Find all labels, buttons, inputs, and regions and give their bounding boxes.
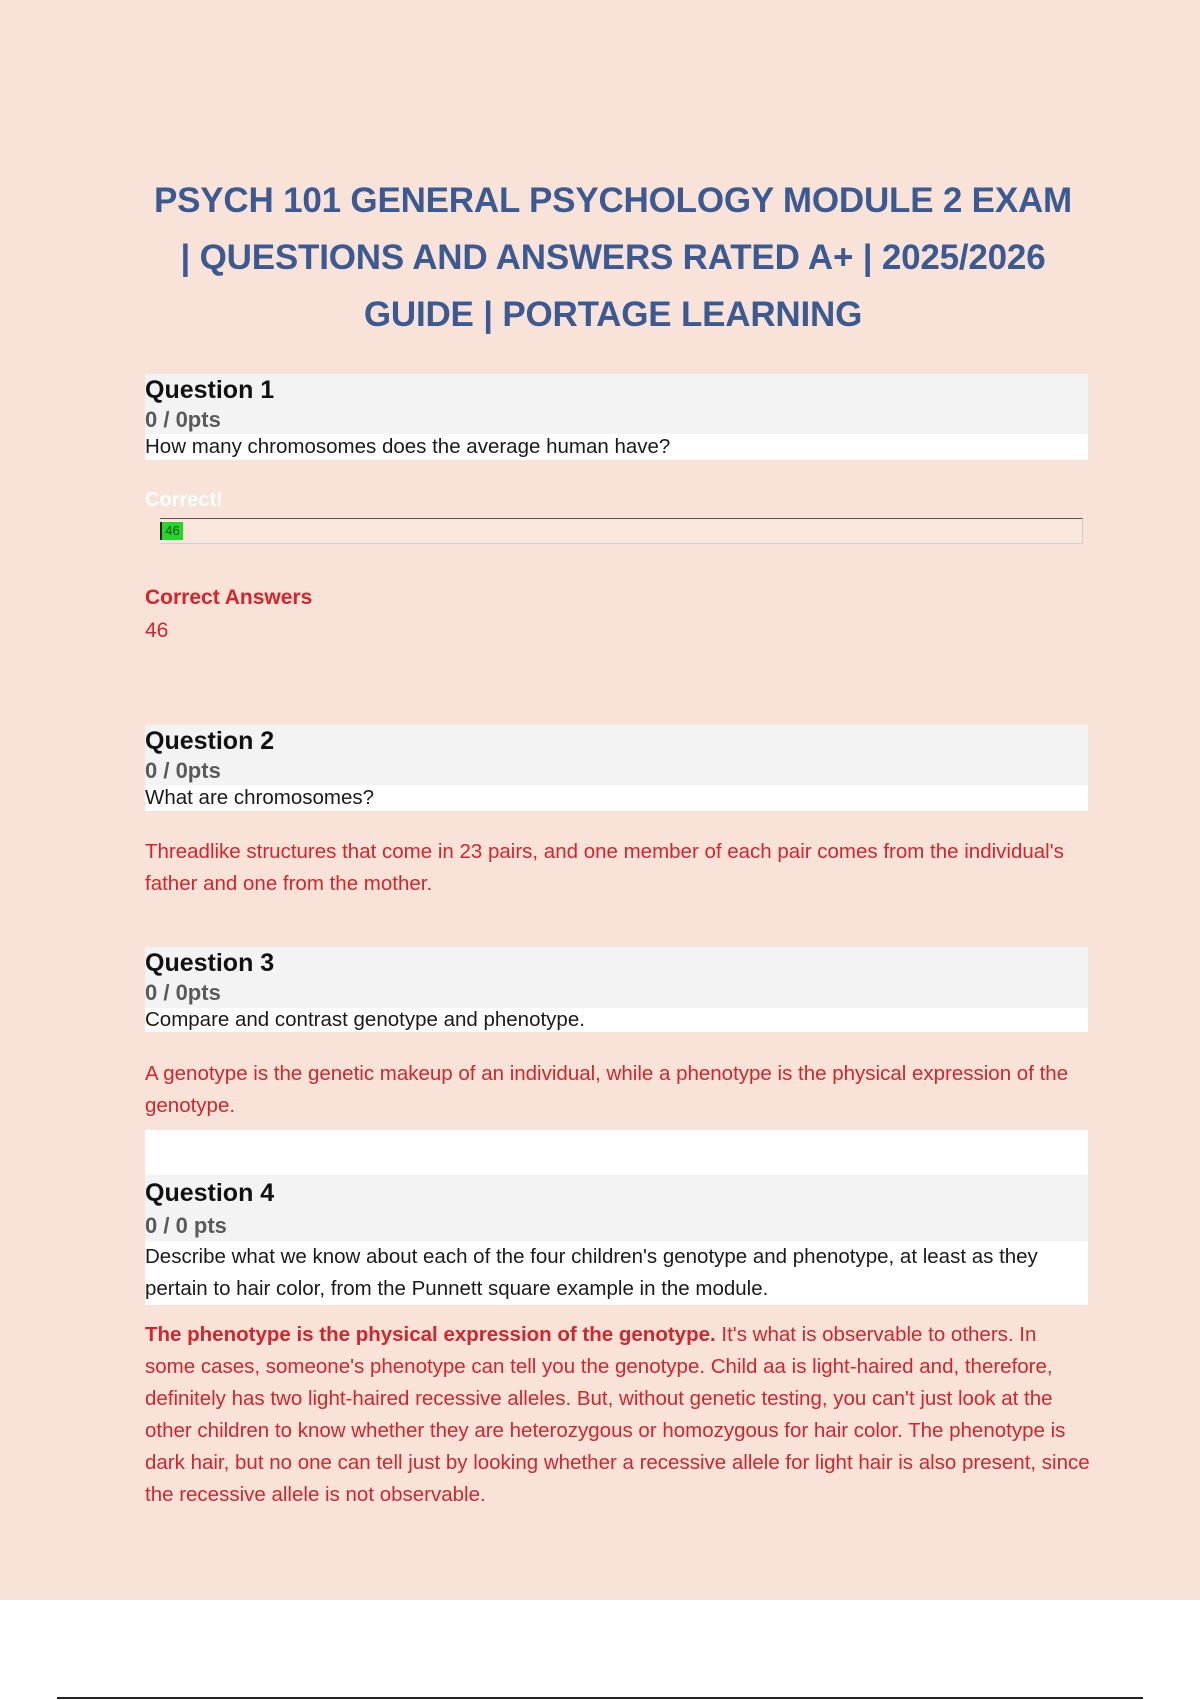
question-4-answer-rest: It's what is observable to others. In some cases, someone's phenotype can tell you the genotype. Child aa is light-haired and, therefore, definitely has two light-haired recessive alleles. But, without genetic testing, you can't just look at the other children to know whether they are heterozygous or homozygous for hair color. The phenotype is dark hair, but no one can tell just by looking whether a recessive allele for light hair is also present, since the recessive allele is not observable. xyxy=(145,1323,1090,1506)
question-2-title: Question 2 xyxy=(145,727,275,755)
question-4-spacer xyxy=(145,1130,1088,1175)
document-title: PSYCH 101 GENERAL PSYCHOLOGY MODULE 2 EXAM | QUESTIONS AND ANSWERS RATED A+ | 2025/2026 GUIDE | PORTAGE LEARNING xyxy=(153,181,1072,334)
question-4-points: 0 / 0 pts xyxy=(145,1213,227,1238)
question-1-title: Question 1 xyxy=(145,376,275,404)
question-2-answer: Threadlike structures that come in 23 pairs, and one member of each pair comes from the individual's father and one from the mother. xyxy=(145,840,1064,895)
footer-rule xyxy=(57,1697,1143,1699)
question-1-prompt: How many chromosomes does the average human have? xyxy=(145,434,1088,460)
question-3-title: Question 3 xyxy=(145,949,275,977)
question-4-prompt: Describe what we know about each of the four children's genotype and phenotype, at least as they pertain to hair color, from the Punnett square example in the module. xyxy=(145,1241,1088,1305)
question-3-points: 0 / 0pts xyxy=(145,980,221,1005)
question-1-points: 0 / 0pts xyxy=(145,407,221,432)
question-2-prompt: What are chromosomes? xyxy=(145,785,1088,811)
question-1-correct-answers-label: Correct Answers xyxy=(145,586,313,609)
question-3-answer: A genotype is the genetic makeup of an individual, while a phenotype is the physical expression of the genotype. xyxy=(145,1062,1069,1117)
question-3-prompt: Compare and contrast genotype and phenotype. xyxy=(145,1008,1088,1032)
question-2-header xyxy=(145,725,1088,785)
question-1-status: Correct! xyxy=(145,489,223,511)
question-1-submitted-answer: 46 xyxy=(160,522,183,540)
question-2-points: 0 / 0pts xyxy=(145,758,221,783)
question-1-header xyxy=(145,374,1088,434)
question-4-title: Question 4 xyxy=(145,1179,275,1207)
question-1-answer-field xyxy=(160,518,1083,544)
question-3-header xyxy=(145,947,1088,1008)
question-1-correct-answer: 46 xyxy=(145,619,169,642)
question-4-header xyxy=(145,1175,1088,1241)
question-4-answer-bold: The phenotype is the physical expression of the genotype. xyxy=(145,1323,716,1346)
question-4-answer xyxy=(145,1319,1090,1511)
